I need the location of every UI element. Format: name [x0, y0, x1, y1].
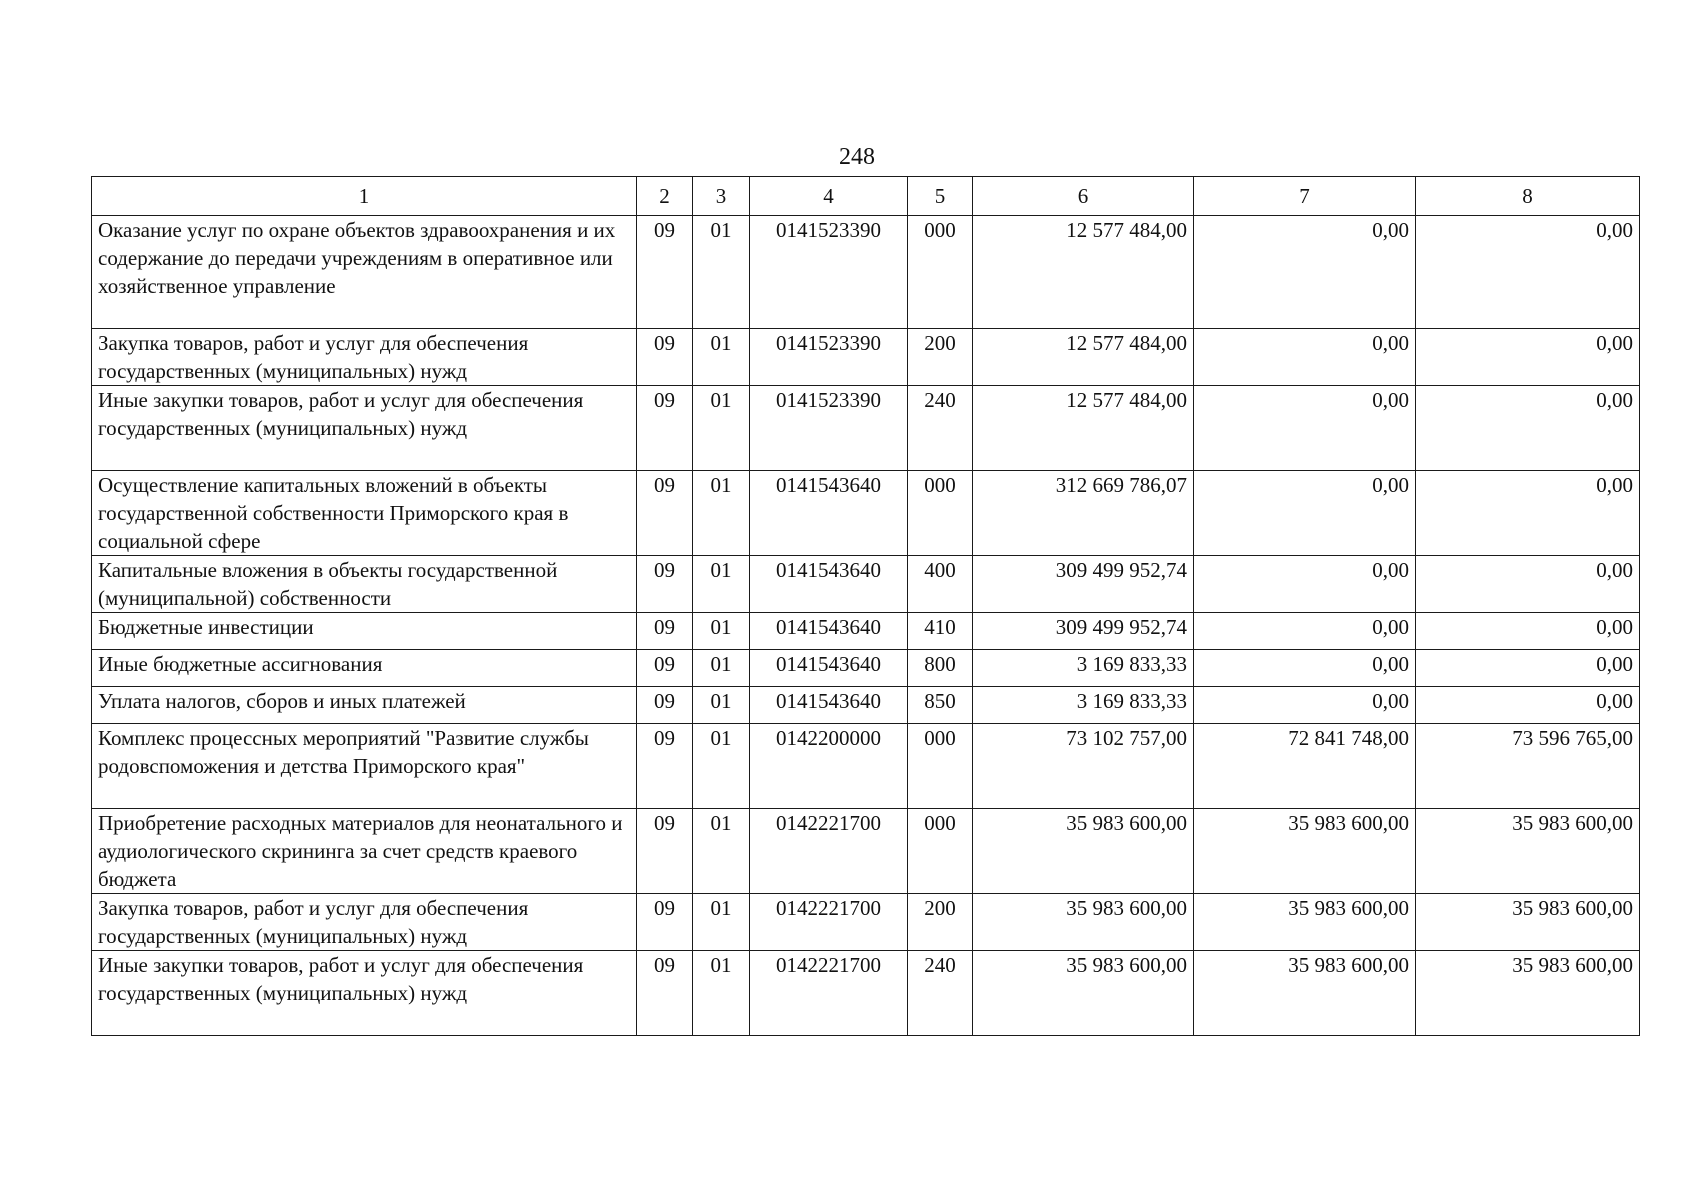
row-description: Комплекс процессных мероприятий "Развитие службы родовспоможения и детства Приморского края"	[92, 724, 637, 809]
expense-type-code: 410	[908, 613, 973, 650]
amount-year-2: 0,00	[1194, 386, 1416, 471]
column-header: 2	[637, 177, 693, 216]
subsection-code: 01	[693, 386, 750, 471]
amount-year-3: 35 983 600,00	[1416, 951, 1640, 1036]
target-article-code: 0141543640	[750, 471, 908, 556]
expense-type-code: 800	[908, 650, 973, 687]
table-row	[92, 687, 1640, 724]
table-row	[92, 216, 1640, 329]
target-article-code: 0141543640	[750, 687, 908, 724]
column-header: 4	[750, 177, 908, 216]
amount-year-1: 12 577 484,00	[973, 386, 1194, 471]
row-description: Осуществление капитальных вложений в объекты государственной собственности Приморского края в социальной сфере	[92, 471, 637, 556]
amount-year-2: 0,00	[1194, 556, 1416, 613]
table-row	[92, 613, 1640, 650]
column-header: 1	[92, 177, 637, 216]
row-description: Уплата налогов, сборов и иных платежей	[92, 687, 637, 724]
target-article-code: 0141523390	[750, 216, 908, 329]
amount-year-1: 3 169 833,33	[973, 650, 1194, 687]
subsection-code: 01	[693, 329, 750, 386]
amount-year-2: 0,00	[1194, 650, 1416, 687]
table-row	[92, 386, 1640, 471]
subsection-code: 01	[693, 471, 750, 556]
amount-year-2: 0,00	[1194, 687, 1416, 724]
row-description: Приобретение расходных материалов для неонатального и аудиологического скрининга за счет средств краевого бюджета	[92, 809, 637, 894]
table-row	[92, 951, 1640, 1036]
subsection-code: 01	[693, 556, 750, 613]
row-description: Оказание услуг по охране объектов здравоохранения и их содержание до передачи учреждениям в оперативное или хозяйственное управление	[92, 216, 637, 329]
amount-year-3: 0,00	[1416, 687, 1640, 724]
expense-type-code: 240	[908, 386, 973, 471]
table-row	[92, 556, 1640, 613]
row-description: Закупка товаров, работ и услуг для обеспечения государственных (муниципальных) нужд	[92, 894, 637, 951]
subsection-code: 01	[693, 613, 750, 650]
amount-year-2: 0,00	[1194, 471, 1416, 556]
section-code: 09	[637, 724, 693, 809]
amount-year-3: 0,00	[1416, 216, 1640, 329]
section-code: 09	[637, 471, 693, 556]
section-code: 09	[637, 216, 693, 329]
target-article-code: 0141543640	[750, 613, 908, 650]
amount-year-2: 0,00	[1194, 216, 1416, 329]
amount-year-2: 0,00	[1194, 613, 1416, 650]
table-row	[92, 329, 1640, 386]
amount-year-3: 0,00	[1416, 386, 1640, 471]
expense-type-code: 200	[908, 894, 973, 951]
column-header: 6	[973, 177, 1194, 216]
expense-type-code: 000	[908, 471, 973, 556]
target-article-code: 0141523390	[750, 329, 908, 386]
amount-year-2: 35 983 600,00	[1194, 951, 1416, 1036]
table-row	[92, 809, 1640, 894]
subsection-code: 01	[693, 687, 750, 724]
amount-year-3: 0,00	[1416, 613, 1640, 650]
expense-type-code: 240	[908, 951, 973, 1036]
subsection-code: 01	[693, 724, 750, 809]
subsection-code: 01	[693, 809, 750, 894]
target-article-code: 0141543640	[750, 556, 908, 613]
expense-type-code: 000	[908, 809, 973, 894]
amount-year-3: 35 983 600,00	[1416, 894, 1640, 951]
target-article-code: 0142221700	[750, 894, 908, 951]
section-code: 09	[637, 809, 693, 894]
subsection-code: 01	[693, 216, 750, 329]
section-code: 09	[637, 613, 693, 650]
section-code: 09	[637, 687, 693, 724]
section-code: 09	[637, 894, 693, 951]
expense-type-code: 200	[908, 329, 973, 386]
subsection-code: 01	[693, 894, 750, 951]
amount-year-3: 0,00	[1416, 650, 1640, 687]
budget-table	[91, 176, 1640, 1036]
target-article-code: 0142200000	[750, 724, 908, 809]
amount-year-1: 312 669 786,07	[973, 471, 1194, 556]
amount-year-1: 3 169 833,33	[973, 687, 1194, 724]
page-number: 248	[839, 144, 875, 170]
amount-year-2: 35 983 600,00	[1194, 809, 1416, 894]
amount-year-3: 35 983 600,00	[1416, 809, 1640, 894]
amount-year-1: 35 983 600,00	[973, 894, 1194, 951]
amount-year-2: 72 841 748,00	[1194, 724, 1416, 809]
target-article-code: 0141543640	[750, 650, 908, 687]
subsection-code: 01	[693, 650, 750, 687]
target-article-code: 0142221700	[750, 809, 908, 894]
amount-year-3: 0,00	[1416, 556, 1640, 613]
amount-year-1: 73 102 757,00	[973, 724, 1194, 809]
table-header-row	[92, 177, 1640, 216]
amount-year-1: 12 577 484,00	[973, 216, 1194, 329]
row-description: Капитальные вложения в объекты государственной (муниципальной) собственности	[92, 556, 637, 613]
section-code: 09	[637, 650, 693, 687]
expense-type-code: 400	[908, 556, 973, 613]
row-description: Закупка товаров, работ и услуг для обеспечения государственных (муниципальных) нужд	[92, 329, 637, 386]
expense-type-code: 000	[908, 724, 973, 809]
subsection-code: 01	[693, 951, 750, 1036]
amount-year-1: 12 577 484,00	[973, 329, 1194, 386]
section-code: 09	[637, 951, 693, 1036]
table-row	[92, 650, 1640, 687]
row-description: Иные закупки товаров, работ и услуг для обеспечения государственных (муниципальных) нужд	[92, 951, 637, 1036]
column-header: 8	[1416, 177, 1640, 216]
expense-type-code: 000	[908, 216, 973, 329]
expense-type-code: 850	[908, 687, 973, 724]
column-header: 7	[1194, 177, 1416, 216]
table-row	[92, 894, 1640, 951]
column-header: 5	[908, 177, 973, 216]
section-code: 09	[637, 329, 693, 386]
section-code: 09	[637, 556, 693, 613]
amount-year-3: 73 596 765,00	[1416, 724, 1640, 809]
target-article-code: 0142221700	[750, 951, 908, 1036]
section-code: 09	[637, 386, 693, 471]
column-header: 3	[693, 177, 750, 216]
amount-year-2: 35 983 600,00	[1194, 894, 1416, 951]
amount-year-1: 309 499 952,74	[973, 613, 1194, 650]
row-description: Иные закупки товаров, работ и услуг для обеспечения государственных (муниципальных) нужд	[92, 386, 637, 471]
amount-year-1: 309 499 952,74	[973, 556, 1194, 613]
table-row	[92, 471, 1640, 556]
amount-year-3: 0,00	[1416, 329, 1640, 386]
target-article-code: 0141523390	[750, 386, 908, 471]
row-description: Иные бюджетные ассигнования	[92, 650, 637, 687]
amount-year-2: 0,00	[1194, 329, 1416, 386]
amount-year-1: 35 983 600,00	[973, 951, 1194, 1036]
table-row	[92, 724, 1640, 809]
row-description: Бюджетные инвестиции	[92, 613, 637, 650]
amount-year-3: 0,00	[1416, 471, 1640, 556]
amount-year-1: 35 983 600,00	[973, 809, 1194, 894]
